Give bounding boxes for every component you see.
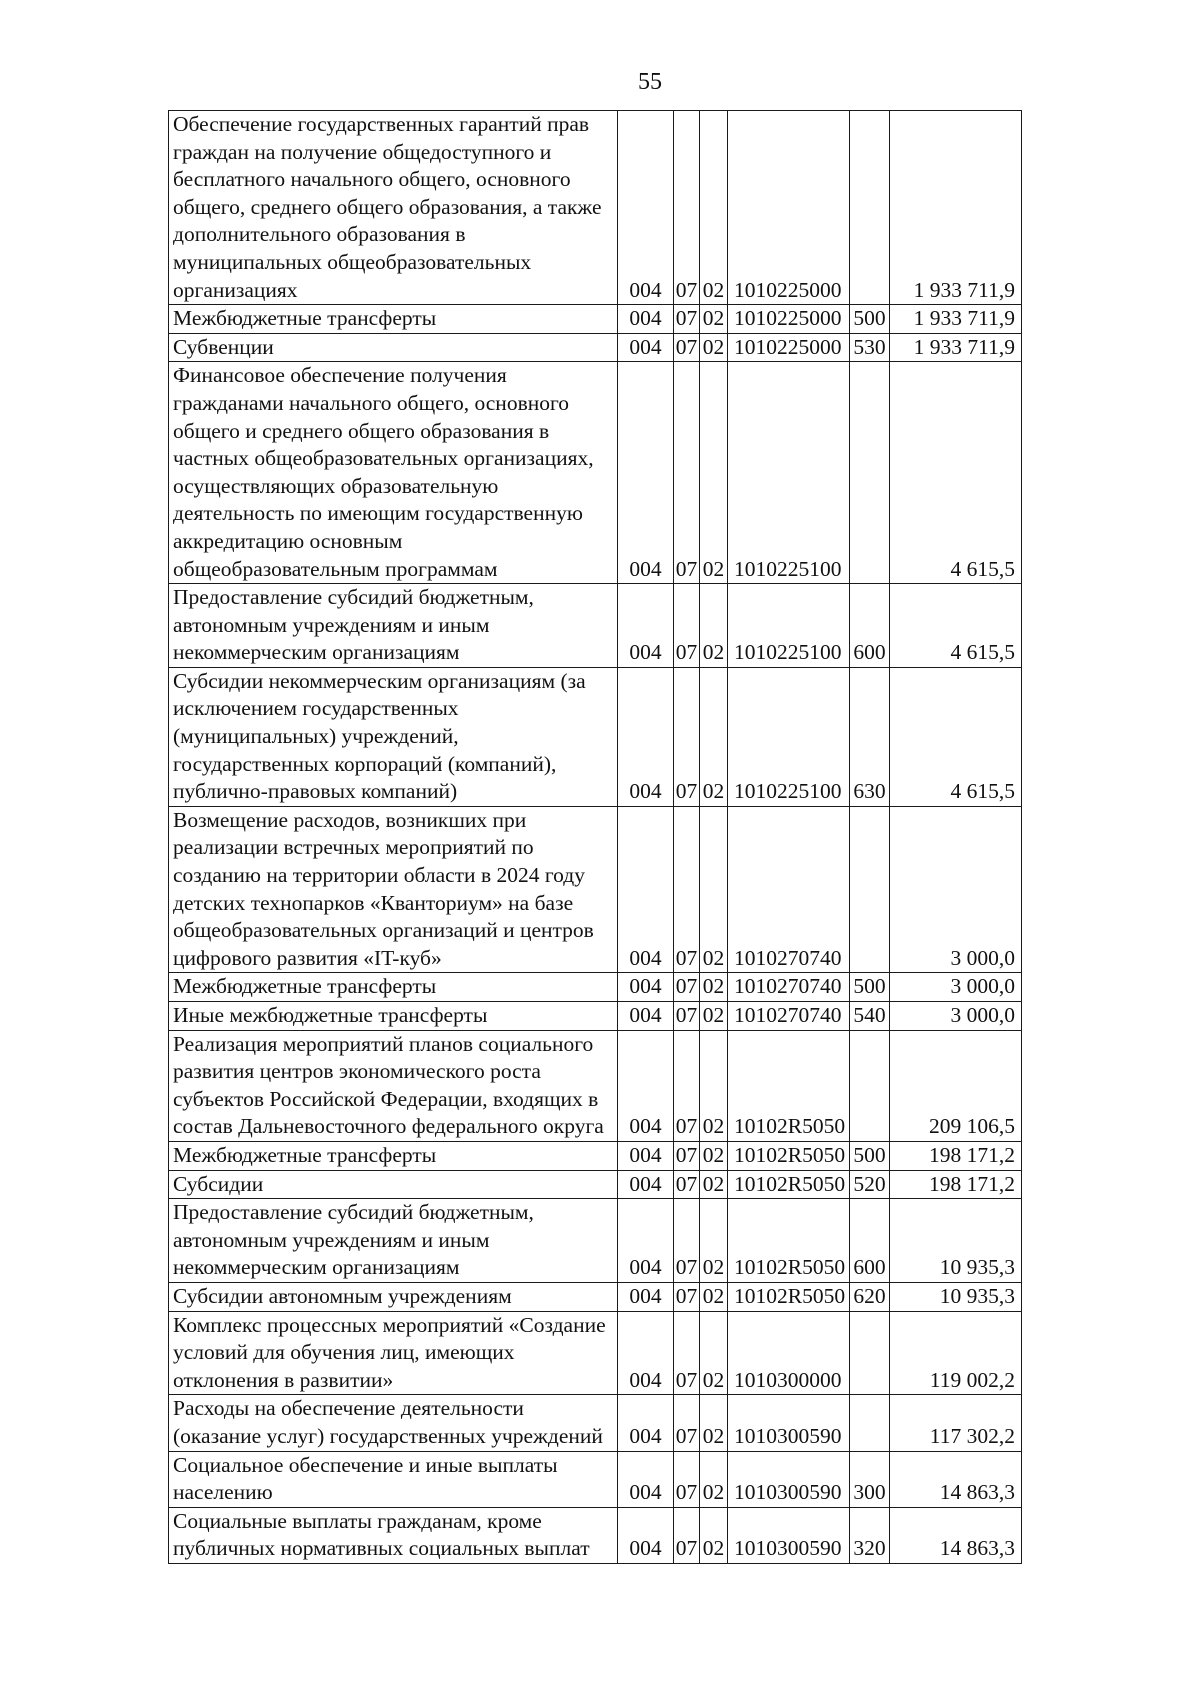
amount-cell: 3 000,0 [890,973,1022,1002]
expense-type-cell: 600 [850,584,890,668]
section-code-cell: 07 [674,362,700,584]
subsection-code-cell: 02 [700,973,728,1002]
target-article-cell: 1010225000 [728,111,850,305]
table-row [169,1002,1022,1031]
expense-name-cell: Расходы на обеспечение деятельности (оказание услуг) государственных учреждений [169,1395,618,1451]
amount-cell: 198 171,2 [890,1170,1022,1199]
ministry-code-cell: 004 [618,1141,674,1170]
amount-cell: 3 000,0 [890,806,1022,973]
expense-name-cell: Предоставление субсидий бюджетным, автономным учреждениям и иным некоммерческим организациям [169,1199,618,1283]
amount-cell: 117 302,2 [890,1395,1022,1451]
table-row [169,584,1022,668]
ministry-code-cell: 004 [618,806,674,973]
expense-type-cell: 300 [850,1451,890,1507]
subsection-code-cell: 02 [700,305,728,334]
subsection-code-cell: 02 [700,1030,728,1141]
amount-cell: 209 106,5 [890,1030,1022,1141]
section-code-cell: 07 [674,1170,700,1199]
ministry-code-cell: 004 [618,111,674,305]
expense-type-cell: 500 [850,973,890,1002]
amount-cell: 14 863,3 [890,1451,1022,1507]
expense-name-cell: Социальное обеспечение и иные выплаты населению [169,1451,618,1507]
amount-cell: 4 615,5 [890,584,1022,668]
expense-type-cell: 530 [850,333,890,362]
ministry-code-cell: 004 [618,1451,674,1507]
ministry-code-cell: 004 [618,1311,674,1395]
table-row [169,1030,1022,1141]
expense-name-cell: Субсидии некоммерческим организациям (за исключением государственных (муниципальных) учреждений, государственных корпораций (компаний), публично-правовых компаний) [169,667,618,806]
target-article-cell: 10102R5050 [728,1282,850,1311]
expense-type-cell: 620 [850,1282,890,1311]
ministry-code-cell: 004 [618,584,674,668]
page-number: 55 [638,69,662,95]
ministry-code-cell: 004 [618,667,674,806]
expense-name-cell: Реализация мероприятий планов социального развития центров экономического роста субъектов Российской Федерации, входящих в состав Дальневосточного федерального округа [169,1030,618,1141]
table-row [169,1141,1022,1170]
table-row [169,1199,1022,1283]
target-article-cell: 1010300590 [728,1507,850,1563]
amount-cell: 1 933 711,9 [890,111,1022,305]
subsection-code-cell: 02 [700,1282,728,1311]
expense-name-cell: Предоставление субсидий бюджетным, автономным учреждениям и иным некоммерческим организациям [169,584,618,668]
subsection-code-cell: 02 [700,1199,728,1283]
expense-type-cell: 520 [850,1170,890,1199]
subsection-code-cell: 02 [700,362,728,584]
section-code-cell: 07 [674,1002,700,1031]
amount-cell: 10 935,3 [890,1199,1022,1283]
expense-name-cell: Субсидии [169,1170,618,1199]
expense-name-cell: Социальные выплаты гражданам, кроме публичных нормативных социальных выплат [169,1507,618,1563]
target-article-cell: 1010225100 [728,362,850,584]
amount-cell: 1 933 711,9 [890,333,1022,362]
table-row [169,111,1022,305]
subsection-code-cell: 02 [700,1141,728,1170]
section-code-cell: 07 [674,1030,700,1141]
section-code-cell: 07 [674,1282,700,1311]
subsection-code-cell: 02 [700,1451,728,1507]
ministry-code-cell: 004 [618,1002,674,1031]
expense-type-cell [850,806,890,973]
expense-type-cell [850,362,890,584]
section-code-cell: 07 [674,333,700,362]
table-row [169,1170,1022,1199]
ministry-code-cell: 004 [618,1282,674,1311]
amount-cell: 4 615,5 [890,667,1022,806]
target-article-cell: 1010225000 [728,333,850,362]
budget-table-body [169,111,1022,1564]
amount-cell: 4 615,5 [890,362,1022,584]
section-code-cell: 07 [674,111,700,305]
table-row [169,667,1022,806]
section-code-cell: 07 [674,1311,700,1395]
expense-name-cell: Межбюджетные трансферты [169,1141,618,1170]
amount-cell: 10 935,3 [890,1282,1022,1311]
amount-cell: 3 000,0 [890,1002,1022,1031]
table-row [169,806,1022,973]
target-article-cell: 1010270740 [728,973,850,1002]
expense-name-cell: Финансовое обеспечение получения гражданами начального общего, основного общего и среднего общего образования в частных общеобразовательных организациях, осуществляющих образовательную деятельность по имеющим государственную аккредитацию основным общеобразовательным программам [169,362,618,584]
target-article-cell: 10102R5050 [728,1030,850,1141]
ministry-code-cell: 004 [618,333,674,362]
budget-table [168,110,1022,1564]
amount-cell: 14 863,3 [890,1507,1022,1563]
section-code-cell: 07 [674,1199,700,1283]
table-row [169,362,1022,584]
subsection-code-cell: 02 [700,333,728,362]
subsection-code-cell: 02 [700,111,728,305]
subsection-code-cell: 02 [700,584,728,668]
table-row [169,1507,1022,1563]
table-row [169,1395,1022,1451]
expense-type-cell: 320 [850,1507,890,1563]
subsection-code-cell: 02 [700,806,728,973]
section-code-cell: 07 [674,973,700,1002]
ministry-code-cell: 004 [618,1199,674,1283]
section-code-cell: 07 [674,806,700,973]
expense-name-cell: Субвенции [169,333,618,362]
target-article-cell: 10102R5050 [728,1141,850,1170]
ministry-code-cell: 004 [618,305,674,334]
section-code-cell: 07 [674,1141,700,1170]
expense-type-cell: 540 [850,1002,890,1031]
expense-type-cell [850,1311,890,1395]
section-code-cell: 07 [674,1507,700,1563]
expense-name-cell: Иные межбюджетные трансферты [169,1002,618,1031]
expense-name-cell: Межбюджетные трансферты [169,973,618,1002]
amount-cell: 119 002,2 [890,1311,1022,1395]
target-article-cell: 1010225100 [728,667,850,806]
subsection-code-cell: 02 [700,667,728,806]
expense-name-cell: Субсидии автономным учреждениям [169,1282,618,1311]
expense-name-cell: Комплекс процессных мероприятий «Создание условий для обучения лиц, имеющих отклонения в развитии» [169,1311,618,1395]
target-article-cell: 10102R5050 [728,1199,850,1283]
target-article-cell: 10102R5050 [728,1170,850,1199]
expense-type-cell: 630 [850,667,890,806]
target-article-cell: 1010270740 [728,1002,850,1031]
expense-name-cell: Возмещение расходов, возникших при реализации встречных мероприятий по созданию на территории области в 2024 году детских технопарков «Кванториум» на базе общеобразовательных организаций и центров цифрового развития «IT-куб» [169,806,618,973]
ministry-code-cell: 004 [618,362,674,584]
table-row [169,305,1022,334]
amount-cell: 198 171,2 [890,1141,1022,1170]
ministry-code-cell: 004 [618,973,674,1002]
expense-name-cell: Межбюджетные трансферты [169,305,618,334]
expense-type-cell: 500 [850,305,890,334]
subsection-code-cell: 02 [700,1311,728,1395]
subsection-code-cell: 02 [700,1395,728,1451]
subsection-code-cell: 02 [700,1507,728,1563]
expense-type-cell [850,111,890,305]
section-code-cell: 07 [674,667,700,806]
target-article-cell: 1010300590 [728,1395,850,1451]
table-row [169,1282,1022,1311]
table-row [169,1311,1022,1395]
ministry-code-cell: 004 [618,1170,674,1199]
expense-type-cell: 600 [850,1199,890,1283]
table-row [169,1451,1022,1507]
section-code-cell: 07 [674,1451,700,1507]
section-code-cell: 07 [674,584,700,668]
target-article-cell: 1010225100 [728,584,850,668]
expense-type-cell: 500 [850,1141,890,1170]
target-article-cell: 1010270740 [728,806,850,973]
target-article-cell: 1010300000 [728,1311,850,1395]
subsection-code-cell: 02 [700,1170,728,1199]
target-article-cell: 1010225000 [728,305,850,334]
table-row [169,973,1022,1002]
subsection-code-cell: 02 [700,1002,728,1031]
ministry-code-cell: 004 [618,1507,674,1563]
expense-type-cell [850,1030,890,1141]
amount-cell: 1 933 711,9 [890,305,1022,334]
target-article-cell: 1010300590 [728,1451,850,1507]
ministry-code-cell: 004 [618,1395,674,1451]
expense-name-cell: Обеспечение государственных гарантий прав граждан на получение общедоступного и бесплатного начального общего, основного общего, среднего общего образования, а также дополнительного образования в муниципальных общеобразовательных организациях [169,111,618,305]
table-row [169,333,1022,362]
section-code-cell: 07 [674,1395,700,1451]
section-code-cell: 07 [674,305,700,334]
expense-type-cell [850,1395,890,1451]
ministry-code-cell: 004 [618,1030,674,1141]
